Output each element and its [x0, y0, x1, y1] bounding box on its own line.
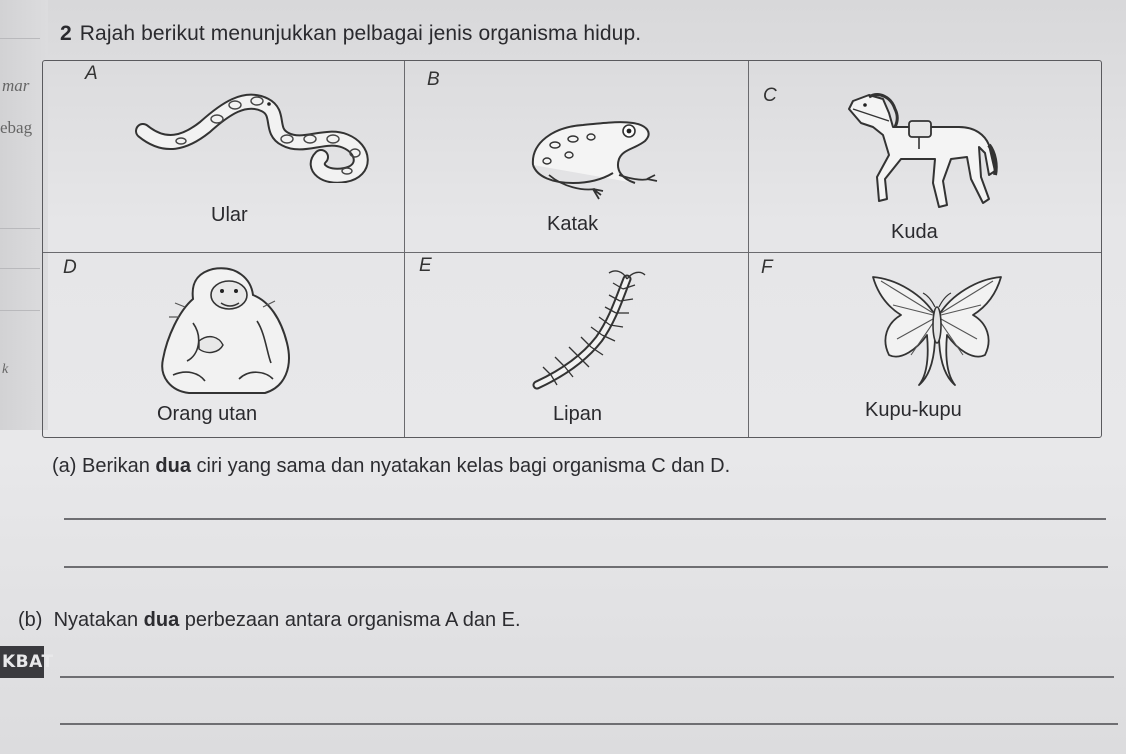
part-emphasis: dua [155, 455, 191, 477]
centipede-icon [523, 269, 653, 399]
margin-rule [0, 38, 40, 39]
organism-letter: A [85, 63, 98, 84]
organism-letter: E [419, 255, 432, 276]
organism-letter: F [761, 257, 773, 278]
question-text: Rajah berikut menunjukkan pelbagai jenis organisma hidup. [79, 22, 642, 45]
cell-organism-a [43, 61, 405, 253]
organism-name: Ular [211, 204, 248, 226]
margin-rule [0, 310, 40, 311]
organism-letter: B [427, 69, 440, 90]
question-number: 2 [60, 22, 72, 45]
answer-line[interactable] [64, 518, 1106, 520]
answer-line[interactable] [60, 723, 1118, 725]
margin-rule [0, 268, 40, 269]
part-text-before: Berikan [82, 455, 150, 477]
horse-icon [839, 87, 999, 215]
cell-organism-d [43, 253, 405, 437]
answer-line[interactable] [64, 566, 1108, 568]
organism-name: Orang utan [157, 403, 258, 425]
part-emphasis: dua [143, 609, 180, 631]
margin-rule [0, 228, 40, 229]
margin-fragment: ebag [0, 118, 33, 137]
part-text-after: perbezaan antara organisma A dan E. [184, 609, 521, 631]
question-part-b [18, 609, 521, 632]
cell-organism-b [405, 61, 749, 253]
organism-name: Lipan [553, 403, 602, 425]
cell-organism-e [405, 253, 749, 437]
question-title [60, 22, 641, 46]
snake-icon [135, 83, 375, 183]
frog-icon [523, 113, 663, 203]
cell-organism-c [749, 61, 1101, 253]
question-part-a [52, 455, 730, 478]
butterfly-icon [867, 265, 1007, 389]
margin-fragment: k [2, 362, 9, 377]
organism-table [42, 60, 1102, 438]
part-text-after: ciri yang sama dan nyatakan kelas bagi organisma C dan D. [196, 455, 731, 477]
part-text-before: Nyatakan [53, 609, 139, 631]
cell-organism-f [749, 253, 1101, 437]
organism-name: Katak [547, 213, 599, 235]
kbat-badge: KBAT [0, 646, 44, 678]
organism-letter: C [763, 85, 777, 106]
part-label: (b) [18, 609, 43, 631]
organism-name: Kupu-kupu [865, 399, 962, 421]
answer-line[interactable] [60, 676, 1114, 678]
margin-fragment: mar [2, 76, 30, 95]
part-label: (a) [52, 455, 77, 477]
previous-page-margin [0, 0, 48, 430]
organism-letter: D [63, 257, 77, 278]
orangutan-icon [153, 263, 303, 401]
organism-name: Kuda [891, 221, 938, 243]
